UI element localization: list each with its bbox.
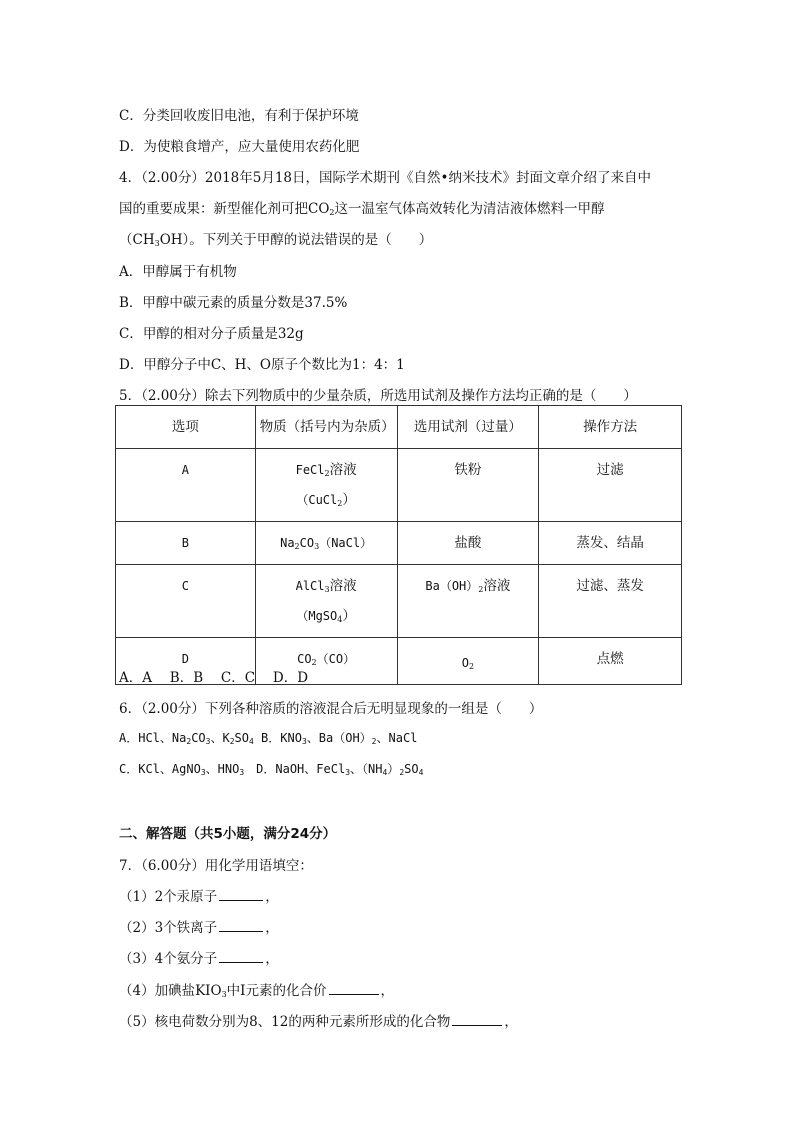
q7-item-1: （1）2个汞原子 ， <box>119 885 279 905</box>
row-c-substance: AlCl$_3$溶液 （MgSO$_4$） <box>255 565 397 638</box>
table-row <box>116 522 682 565</box>
row-d-label: D <box>116 638 256 685</box>
section-heading: 二、解答题（共5小题，满分24分） <box>119 826 337 842</box>
answer-blank[interactable] <box>329 980 379 995</box>
row-a-label: A <box>116 449 256 522</box>
row-b-reagent: 盐酸 <box>397 522 539 565</box>
header-method: 操作方法 <box>539 406 682 449</box>
row-a-substance: FeCl$_2$溶液 （CuCl$_2$） <box>255 449 397 522</box>
header-option: 选项 <box>116 406 256 449</box>
row-d-substance: $CO_2(CO)$ <box>255 638 397 685</box>
row-b-method: 蒸发、结晶 <box>539 522 682 565</box>
q3-option-c: C．分类回收废旧电池，有利于保护环境 <box>119 108 359 124</box>
row-c-method: 过滤、蒸发 <box>539 565 682 638</box>
row-c-reagent: $Ba(OH)_2$溶液 <box>397 565 539 638</box>
table-header-row <box>116 406 682 449</box>
q4-stem-line3: $(CH_3OH)$。下列关于甲醇的说法错误的是（ ） <box>119 232 433 248</box>
q4-option-b: B．甲醇中碳元素的质量分数是37.5% <box>119 295 348 311</box>
q4-option-d: D．甲醇分子中C、H、O原子个数比为1：4：1 <box>119 357 405 373</box>
q4-stem-line2: 国的重要成果：新型催化剂可把$CO_2$这一温室气体高效转化为清洁液体燃料一甲醇 <box>119 201 605 217</box>
row-b-label: B <box>116 522 256 565</box>
q6-options-ab: A．HCl、$Na_2CO_3$、$K_2SO_4$ B．$KNO_3$、$Ba(OH)_2$、NaCl <box>119 731 418 746</box>
answer-blank[interactable] <box>452 1011 502 1026</box>
header-substance: 物质（括号内为杂质） <box>255 406 397 449</box>
table-row <box>116 449 682 522</box>
q7-item-4: （4）加碘盐$KIO_3$中I元素的化合价 ， <box>119 979 394 999</box>
row-a-method: 过滤 <box>539 449 682 522</box>
q6-options-cd: C．KCl、AgNO$_3$、$HNO_3$ D．NaOH、FeCl$_3$、$(NH_4)_2SO_4$ <box>119 762 424 777</box>
q7-item-3: （3）4个氨分子 ， <box>119 947 279 967</box>
q4-stem-line1: 4．（2.00分）2018年5月18日，国际学术期刊《自然•纳米技术》封面文章介绍了来自中 <box>119 170 651 186</box>
table-row <box>116 565 682 638</box>
answer-blank[interactable] <box>219 886 263 901</box>
q5-table <box>115 405 682 685</box>
row-d-method: 点燃 <box>539 638 682 685</box>
q3-option-d: D．为使粮食增产，应大量使用农药化肥 <box>119 139 360 155</box>
row-c-label: C <box>116 565 256 638</box>
answer-blank[interactable] <box>219 948 263 963</box>
row-a-reagent: 铁粉 <box>397 449 539 522</box>
answer-blank[interactable] <box>219 917 263 932</box>
header-reagent: 选用试剂（过量） <box>397 406 539 449</box>
q4-option-c: C．甲醇的相对分子质量是32g <box>119 326 304 342</box>
q7-stem: 7．（6.00分）用化学用语填空： <box>119 858 313 874</box>
q6-stem: 6．（2.00分）下列各种溶质的溶液混合后无明显现象的一组是（ ） <box>119 701 543 717</box>
row-d-reagent: $O_2$ <box>397 638 539 685</box>
q7-item-2: （2）3个铁离子 ， <box>119 916 279 936</box>
q4-option-a: A．甲醇属于有机物 <box>119 264 237 280</box>
q5-answer-options: A．A B．B C．C D．D <box>119 670 309 686</box>
row-b-substance: $Na_2CO_3(NaCl)$ <box>255 522 397 565</box>
q5-stem: 5．（2.00分）除去下列物质中的少量杂质，所选用试剂及操作方法均正确的是（ ） <box>119 388 637 404</box>
q7-item-5: （5）核电荷数分别为8、12的两种元素所形成的化合物 ， <box>119 1010 518 1030</box>
